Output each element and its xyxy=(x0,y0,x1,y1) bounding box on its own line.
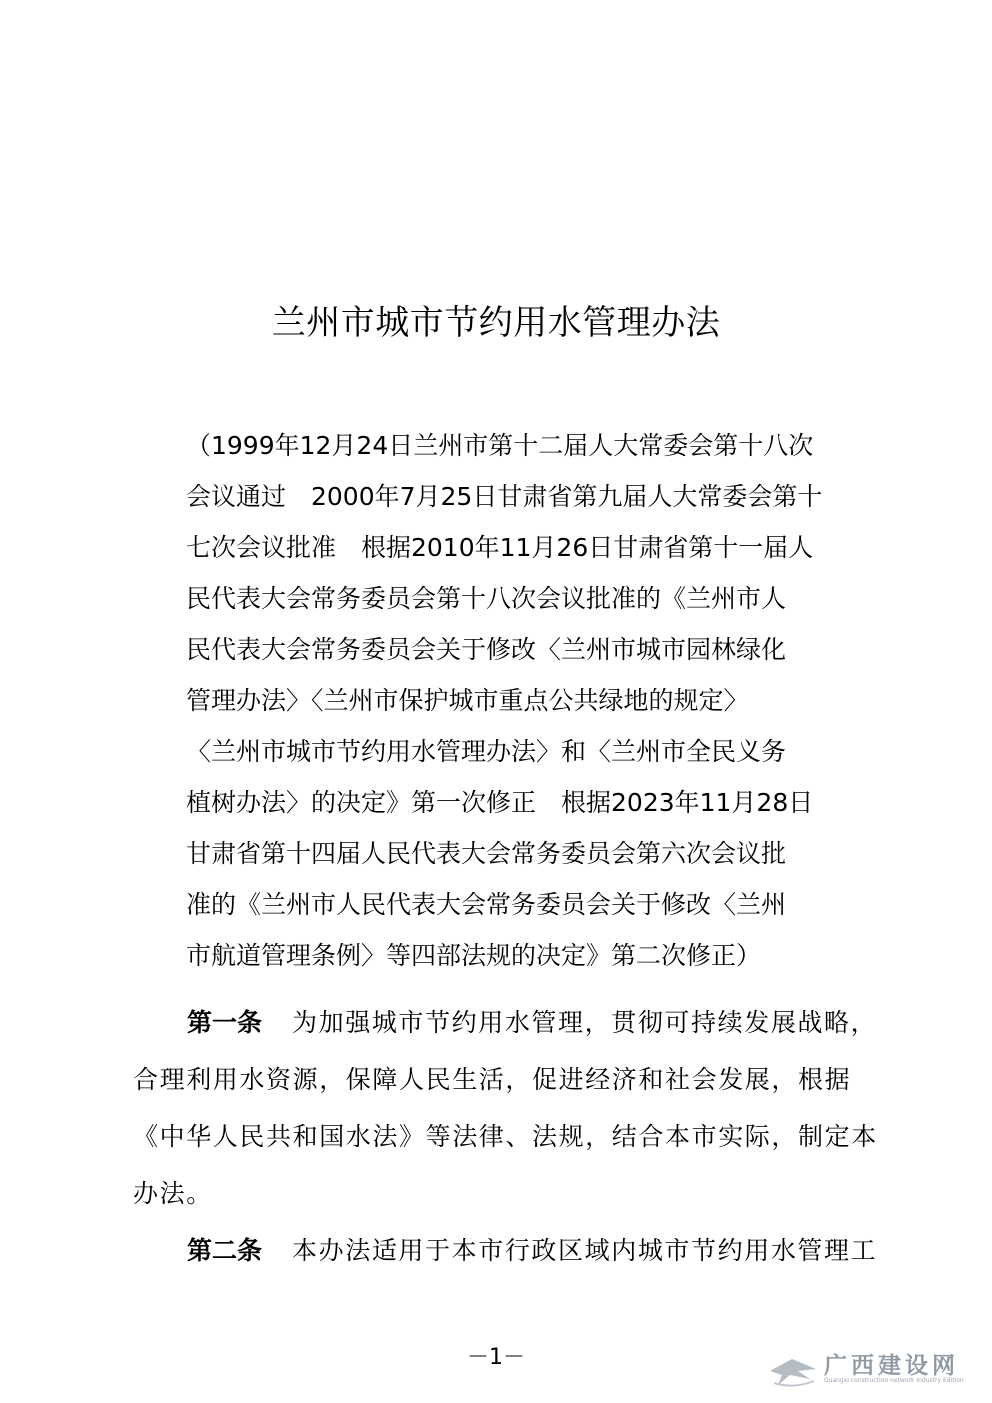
watermark-name: 广西建设网 xyxy=(824,1352,959,1379)
document-body xyxy=(133,994,893,1279)
note-line: 甘肃省第十四届人民代表大会常务委员会第六次会议批 xyxy=(186,839,787,868)
watermark-logo-icon xyxy=(768,1349,820,1389)
article-1-text: 为加强城市节约用水管理，贯彻可持续发展战略， xyxy=(292,1008,878,1037)
article-1-heading: 第一条 xyxy=(187,1008,263,1037)
note-line: 植树办法〉的决定》第一次修正 根据2023年11月28日 xyxy=(186,788,814,817)
document-title: 兰州市城市节约用水管理办法 xyxy=(271,303,721,343)
note-line: 会议通过 2000年7月25日甘肃省第九届人大常委会第十 xyxy=(186,482,823,511)
note-line: 管理办法〉〈兰州市保护城市重点公共绿地的规定〉 xyxy=(186,686,749,715)
note-line: 民代表大会常务委员会第十八次会议批准的《兰州市人 xyxy=(186,584,787,613)
note-line: 〈兰州市城市节约用水管理办法〉和〈兰州市全民义务 xyxy=(186,737,787,766)
note-line: 市航道管理条例〉等四部法规的决定》第二次修正） xyxy=(186,941,762,970)
note-line: 准的《兰州市人民代表大会常务委员会关于修改〈兰州 xyxy=(186,890,787,919)
note-line: 七次会议批准 根据2010年11月26日甘肃省第十一届人 xyxy=(186,533,814,562)
note-line: （1999年12月24日兰州市第十二届人大常委会第十八次 xyxy=(186,431,814,460)
page-number: －1－ xyxy=(467,1345,525,1370)
note-line: 民代表大会常务委员会关于修改〈兰州市城市园林绿化 xyxy=(186,635,787,664)
watermark-subtitle: Guangxi construction network Industry Edition xyxy=(824,1377,964,1384)
article-1-line: 办法。 xyxy=(133,1179,213,1208)
article-2-heading: 第二条 xyxy=(187,1236,263,1265)
article-2-text: 本办法适用于本市行政区域内城市节约用水管理工 xyxy=(292,1236,878,1265)
article-1 xyxy=(133,994,893,1051)
site-watermark xyxy=(768,1345,978,1393)
article-2 xyxy=(133,1222,893,1279)
article-1-line: 《中华人民共和国水法》等法律、法规，结合本市实际，制定本 xyxy=(133,1122,878,1151)
adoption-note xyxy=(186,420,846,981)
article-1-line: 合理利用水资源，保障人民生活，促进经济和社会发展，根据 xyxy=(133,1065,852,1094)
